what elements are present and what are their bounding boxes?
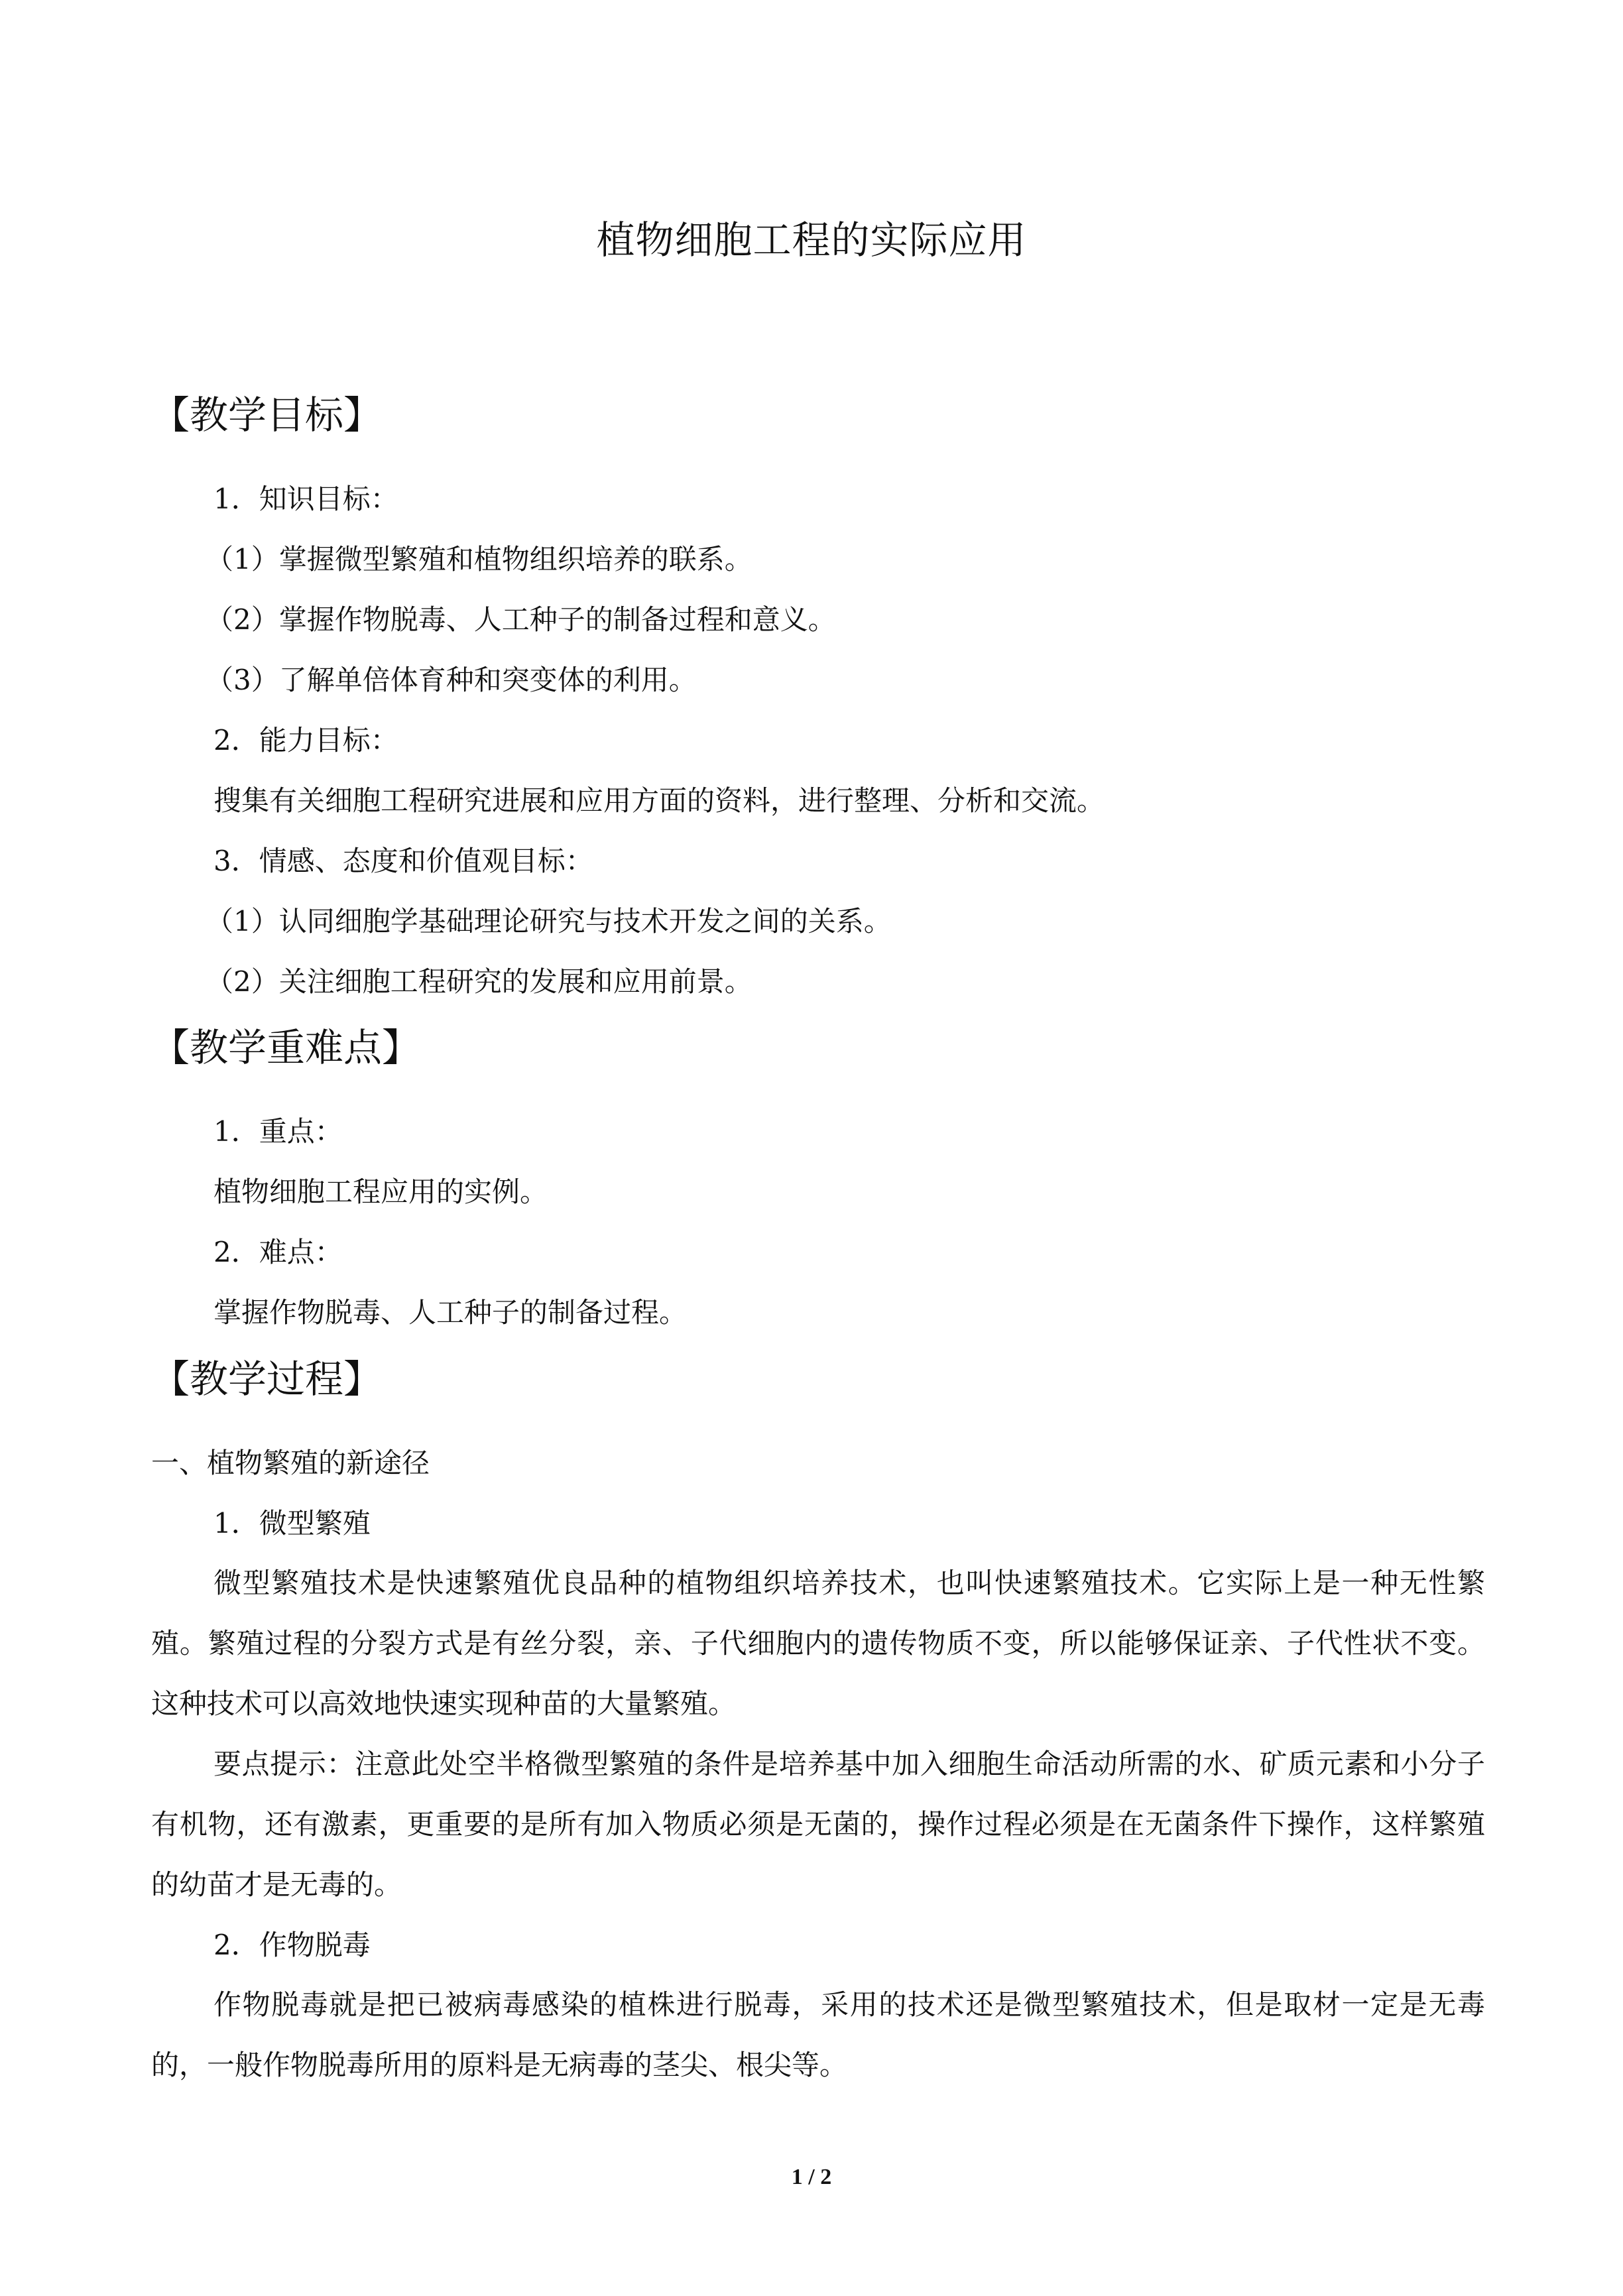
page-title: 植物细胞工程的实际应用 <box>596 217 1027 263</box>
knowledge-label: 1．知识目标： <box>213 483 398 515</box>
emotion-item: （2）关注细胞工程研究的发展和应用前景。 <box>206 965 752 998</box>
detox-label: 2．作物脱毒 <box>213 1929 371 1961</box>
focus-label: 1．重点： <box>213 1115 343 1148</box>
difficulty-label: 2．难点： <box>213 1236 343 1268</box>
knowledge-item: （3）了解单倍体育种和突变体的利用。 <box>206 664 697 696</box>
section-heading-objectives: 【教学目标】 <box>151 393 383 438</box>
page-number: 1 / 2 <box>791 2165 832 2189</box>
knowledge-item: （2）掌握作物脱毒、人工种子的制备过程和意义。 <box>206 603 836 636</box>
focus-text: 植物细胞工程应用的实例。 <box>213 1176 548 1208</box>
section-heading-process: 【教学过程】 <box>151 1357 383 1402</box>
emotion-label: 3．情感、态度和价值观目标： <box>213 845 593 877</box>
difficulty-text: 掌握作物脱毒、人工种子的制备过程。 <box>213 1296 688 1329</box>
knowledge-item: （1）掌握微型繁殖和植物组织培养的联系。 <box>206 543 752 575</box>
ability-text: 搜集有关细胞工程研究进展和应用方面的资料，进行整理、分析和交流。 <box>213 784 1105 817</box>
emotion-item: （1）认同细胞学基础理论研究与技术开发之间的关系。 <box>206 905 892 937</box>
section-heading-key-points: 【教学重难点】 <box>151 1025 421 1070</box>
ability-label: 2．能力目标： <box>213 724 398 756</box>
detox-paragraph: 作物脱毒就是把已被病毒感染的植株进行脱毒，采用的技术还是微型繁殖技术，但是取材一定是无毒的，一般作物脱毒所用的原料是无病毒的茎尖、根尖等。 <box>151 1988 1485 2081</box>
tip-paragraph: 要点提示：注意此处空半格微型繁殖的条件是培养基中加入细胞生命活动所需的水、矿质元素和小分子有机物，还有激素，更重要的是所有加入物质必须是无菌的，操作过程必须是在无菌条件下操作，这样繁殖的幼苗才是无毒的。 <box>151 1748 1485 1901</box>
part1-title: 一、植物繁殖的新途径 <box>151 1447 430 1479</box>
micro-label: 1．微型繁殖 <box>213 1507 371 1540</box>
micro-paragraph: 微型繁殖技术是快速繁殖优良品种的植物组织培养技术，也叫快速繁殖技术。它实际上是一种无性繁殖。繁殖过程的分裂方式是有丝分裂，亲、子代细胞内的遗传物质不变，所以能够保证亲、子代性状不变。这种技术可以高效地快速实现种苗的大量繁殖。 <box>151 1567 1485 1720</box>
